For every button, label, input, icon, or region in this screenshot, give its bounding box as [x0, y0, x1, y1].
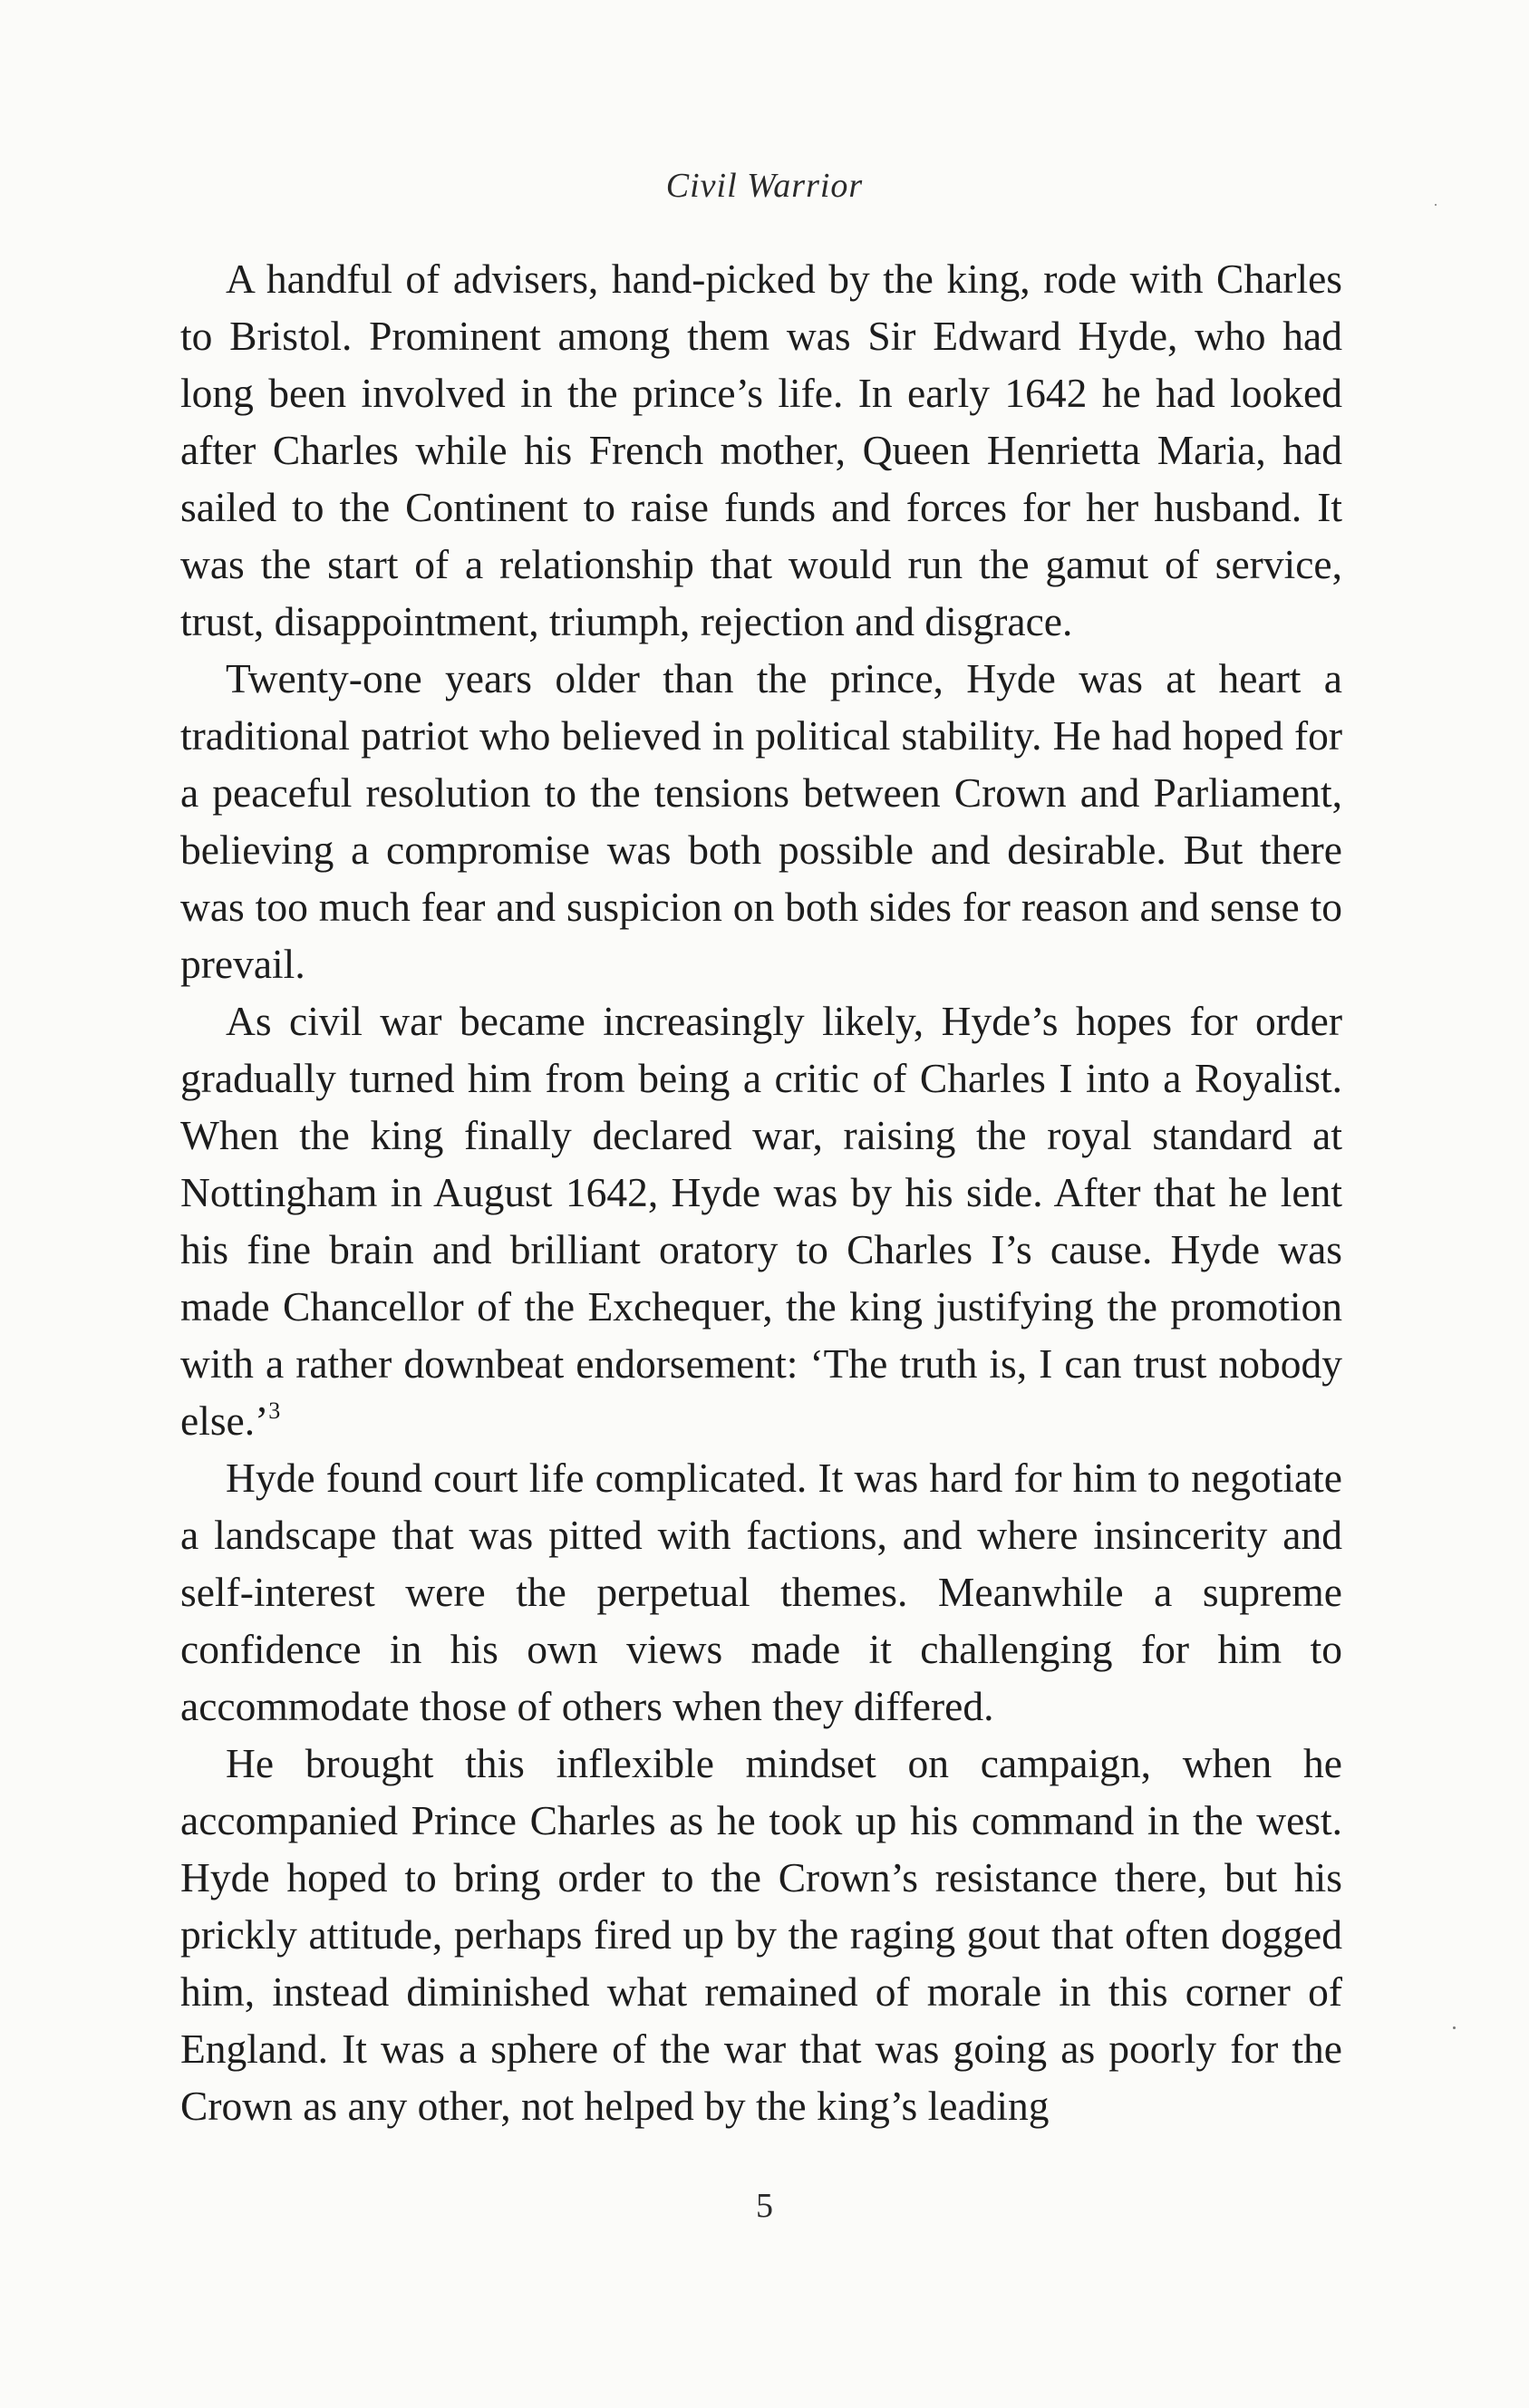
- running-head: Civil Warrior: [665, 167, 864, 205]
- paragraph-4: Hyde found court life complicated. It was hard for him to negotiate a landscape that was pitted with factions, and where insincerity and self-interest were the perpetual themes. Meanwhile a supreme confidence in his own views made it challenging for him to accommodate those of others when they differed.: [180, 1455, 1342, 1729]
- paragraph-5: He brought this inflexible mindset on campaign, when he accompanied Prince Charles as he took up his command in the west. Hyde hoped to bring order to the Crown’s resistance there, but his prickly attitude, perhaps fired up by the raging gout that often dogged him, instead diminished what remained of morale in this corner of England. It was a sphere of the war that was going as poorly for the Crown as any other, not helped by the king’s leading: [180, 1740, 1342, 2129]
- scan-speck: [1435, 204, 1437, 206]
- body-text: [180, 250, 1342, 2134]
- paragraph-2: Twenty-one years older than the prince, Hyde was at heart a traditional patriot who believed in political stability. He had hoped for a peaceful resolution to the tensions between Crown and Parliament, believing a compromise was both possible and desirable. But there was too much fear and suspicion on both sides for reason and sense to prevail.: [180, 655, 1342, 987]
- scan-speck: [1453, 2026, 1456, 2029]
- paragraph-3-text: As civil war became increasingly likely, Hyde’s hopes for order gradually turned him from being a critic of Charles I into a Royalist. When the king finally declared war, raising the royal standard at Nottingham in August 1642, Hyde was by his side. After that he lent his fine brain and brilliant oratory to Charles I’s cause. Hyde was made Chancellor of the Exchequer, the king justifying the promotion with a rather downbeat endorsement: ‘The truth is, I can trust nobody else.’: [180, 998, 1342, 1444]
- page-number: 5: [756, 2187, 773, 2225]
- footnote-marker: 3: [268, 1397, 281, 1424]
- paragraph-3: [180, 992, 1342, 1449]
- paragraph-1: A handful of advisers, hand-picked by the king, rode with Charles to Bristol. Prominent among them was Sir Edward Hyde, who had long been involved in the prince’s life. In early 1642 he had looked after Charles while his French mother, Queen Henrietta Maria, had sailed to the Continent to raise funds and forces for her husband. It was the start of a relationship that would run the gamut of service, trust, disappointment, triumph, rejection and disgrace.: [180, 256, 1342, 644]
